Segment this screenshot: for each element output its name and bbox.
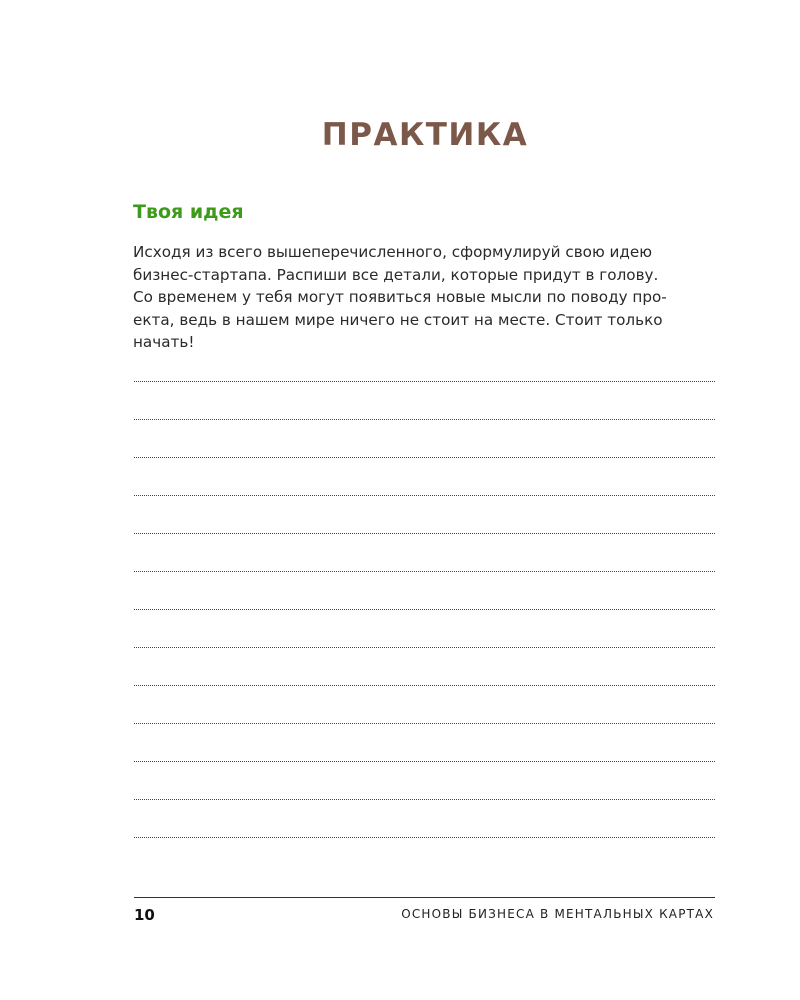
writing-lines <box>134 381 715 875</box>
writing-line <box>134 837 715 838</box>
writing-line <box>134 685 715 686</box>
page-number: 10 <box>134 906 155 924</box>
paragraph-line: Исходя из всего вышеперечисленного, сформулируй свою идею <box>133 243 653 261</box>
section-title: Твоя идея <box>133 201 244 223</box>
paragraph-line: бизнес-стартапа. Распиши все детали, которые придут в голову. <box>133 265 659 284</box>
instruction-paragraph <box>133 241 718 354</box>
writing-line <box>134 799 715 800</box>
writing-line <box>134 609 715 610</box>
page-heading: ПРАКТИКА <box>321 117 529 153</box>
writing-line <box>134 571 715 572</box>
writing-line <box>134 723 715 724</box>
writing-line <box>134 457 715 458</box>
writing-line <box>134 533 715 534</box>
paragraph-line: екта, ведь в нашем мире ничего не стоит на месте. Стоит только <box>133 310 663 329</box>
writing-line <box>134 381 715 382</box>
running-title: ОСНОВЫ БИЗНЕСА В МЕНТАЛЬНЫХ КАРТАХ <box>401 907 714 921</box>
paragraph-line: Со временем у тебя могут появиться новые мысли по поводу про- <box>133 288 667 306</box>
writing-line <box>134 495 715 496</box>
writing-line <box>134 761 715 762</box>
writing-line <box>134 647 715 648</box>
footer-divider <box>134 897 715 898</box>
paragraph-line: начать! <box>133 333 195 351</box>
writing-line <box>134 419 715 420</box>
